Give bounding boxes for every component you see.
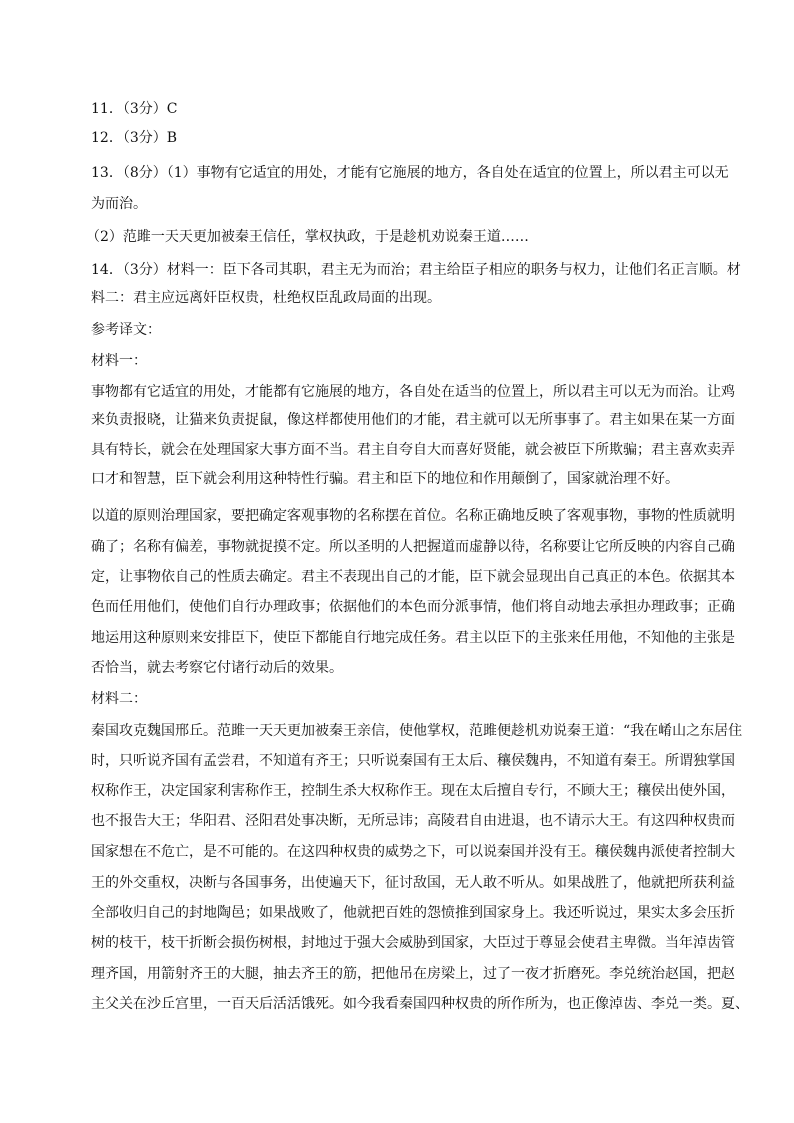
answer-13-part-2: （2）范雎一天天更加被秦王信任，掌权执政，于是趁机劝说秦王道…… — [86, 229, 529, 245]
material-2-label: 材料二： — [91, 691, 147, 707]
material-2-line: 王的外交重权，决断与各国事务，出使遍天下，征讨敌国，无人敢不听从。如果战胜了，他就把所获利益 — [91, 875, 735, 891]
answer-14-line-2: 料二：君主应远离奸臣权贵，杜绝权臣乱政局面的出现。 — [91, 290, 441, 306]
material-2-line: 秦国攻克魏国邢丘。范雎一天天更加被秦王亲信，使他掌权，范雎便趁机劝说秦王道：“我在崤山之东居住 — [91, 723, 743, 739]
answer-12: 12．（3分）B — [91, 130, 178, 146]
material-1-line: 口才和智慧，臣下就会利用这种特性行骗。君主和臣下的地位和作用颠倒了，国家就治理不好。 — [91, 471, 679, 487]
material-2-line: 也不报告大王；华阳君、泾阳君处事决断，无所忌讳；高陵君自由进退，也不请示大王。有这四种权贵而 — [91, 813, 735, 829]
material-2-line: 树的枝干，枝干折断会损伤树根，封地过于强大会威胁到国家，大臣过于尊显会使君主卑微。当年淖齿管 — [91, 935, 735, 951]
answer-11: 11．（3分）C — [91, 101, 178, 117]
answer-14-line-1: 14．（3分）材料一：臣下各司其职，君主无为而治；君主给臣子相应的职务与权力，让他们名正言顺。材 — [91, 262, 741, 278]
material-2-line: 理齐国，用箭射齐王的大腿，抽去齐王的筋，把他吊在房梁上，过了一夜才折磨死。李兑统治赵国，把赵 — [91, 966, 735, 982]
material-1-line: 事物都有它适宜的用处，才能都有它施展的地方，各自处在适当的位置上，所以君主可以无为而治。让鸡 — [91, 384, 735, 400]
material-1-line: 来负责报晓，让猫来负责捉鼠，像这样都使用他们的才能，君主就可以无所事事了。君主如果在某一方面 — [91, 412, 735, 428]
answer-13-line-2: 为而治。 — [91, 196, 147, 212]
material-2-line: 时，只听说齐国有孟尝君，不知道有齐王；只听说秦国有王太后、穰侯魏冉，不知道有秦王。所谓独掌国 — [91, 753, 735, 769]
translation-heading: 参考译文： — [91, 322, 161, 338]
material-2-line: 国家想在不危亡，是不可能的。在这四种权贵的威势之下，可以说秦国并没有王。穰侯魏冉派使者控制大 — [91, 844, 735, 860]
answer-13-line-1: 13．（8分）（1）事物有它适宜的用处，才能有它施展的地方，各自处在适宜的位置上，所以君主可以无 — [91, 165, 729, 181]
material-1-line: 否恰当，就去考察它付诸行动后的效果。 — [91, 660, 343, 676]
material-2-line: 主父关在沙丘宫里，一百天后活活饿死。如今我看秦国四种权贵的所作所为，也正像淖齿、李兑一类。夏、 — [91, 996, 749, 1012]
material-1-line: 确了；名称有偏差，事物就捉摸不定。所以圣明的人把握道而虚静以待，名称要让它所反映的内容自己确 — [91, 539, 735, 555]
material-1-line: 以道的原则治理国家，要把确定客观事物的名称摆在首位。名称正确地反映了客观事物，事物的性质就明 — [91, 508, 735, 524]
material-1-label: 材料一： — [91, 353, 147, 369]
material-1-line: 色而任用他们，使他们自行办理政事；依据他们的本色而分派事情，他们将自动地去承担办理政事；正确 — [91, 599, 735, 615]
material-2-line: 权称作王，决定国家利害称作王，控制生杀大权称作王。现在太后擅自专行，不顾大王；穰侯出使外国， — [91, 783, 735, 799]
material-1-line: 定，让事物依自己的性质去确定。君主不表现出自己的才能，臣下就会显现出自己真正的本色。依据其本 — [91, 569, 735, 585]
material-1-line: 具有特长，就会在处理国家大事方面不当。君主自夸自大而喜好贤能，就会被臣下所欺骗；君主喜欢卖弄 — [91, 442, 735, 458]
material-2-line: 全部收归自己的封地陶邑；如果战败了，他就把百姓的怨愤推到国家身上。我还听说过，果实太多会压折 — [91, 905, 735, 921]
material-1-line: 地运用这种原则来安排臣下，使臣下都能自行地完成任务。君主以臣下的主张来任用他，不知他的主张是 — [91, 630, 735, 646]
